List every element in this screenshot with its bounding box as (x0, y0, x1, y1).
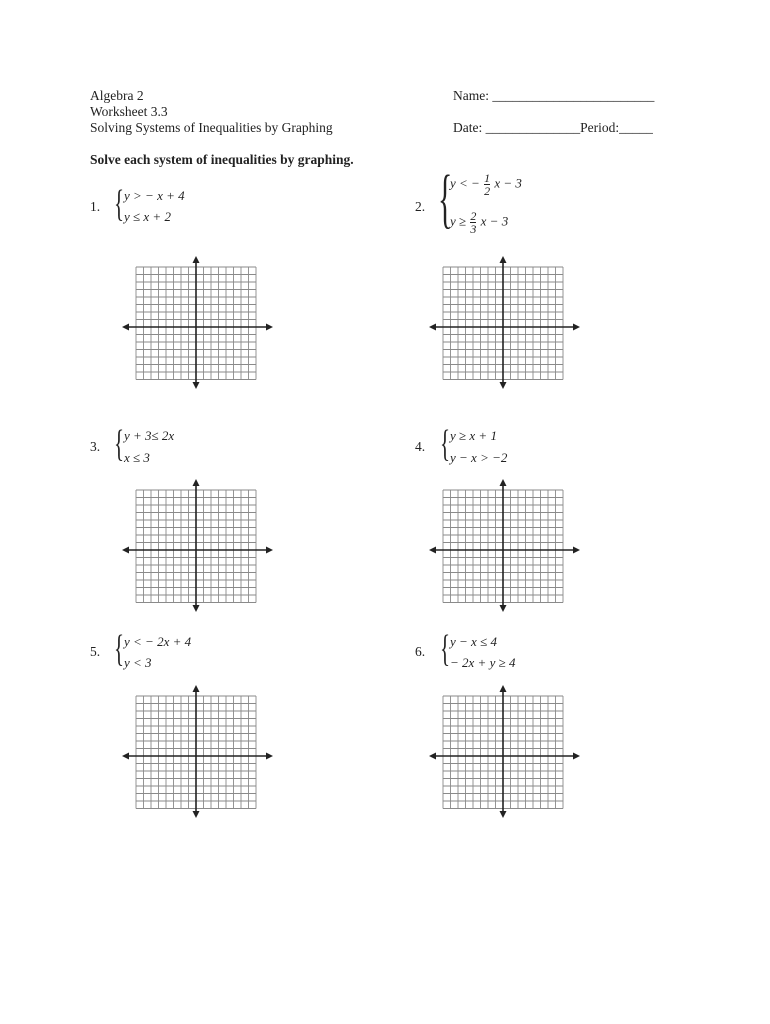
instructions: Solve each system of inequalities by graphing. (90, 152, 354, 167)
y-axis-up-arrow-icon (500, 479, 507, 486)
problem-number-4: 4. (415, 439, 426, 454)
y-axis-up-arrow-icon (500, 685, 507, 692)
coordinate-grid-5[interactable] (120, 684, 275, 819)
brace-icon: { (440, 423, 451, 465)
problem-number-3: 3. (90, 439, 101, 454)
fraction (470, 210, 476, 235)
fraction-denominator: 3 (470, 222, 477, 236)
x-axis-left-arrow-icon (122, 324, 129, 331)
problem-2-inequality-2 (450, 210, 508, 235)
x-axis-left-arrow-icon (122, 547, 129, 554)
brace-icon: { (438, 162, 453, 235)
problem-5-inequality-1: y < − 2x + 4 (124, 634, 192, 649)
x-axis-right-arrow-icon (266, 753, 273, 760)
y-axis-down-arrow-icon (193, 811, 200, 818)
problem-1-inequality-2: y ≤ x + 2 (124, 209, 171, 224)
brace-icon: { (440, 628, 451, 670)
problem-number-6: 6. (415, 644, 426, 659)
brace-icon: { (114, 423, 125, 465)
x-axis-left-arrow-icon (122, 753, 129, 760)
problem-1-inequality-1: y > − x + 4 (124, 188, 185, 203)
name-field: Name: ________________________ (453, 88, 655, 103)
y-axis-down-arrow-icon (500, 382, 507, 389)
y-axis-down-arrow-icon (193, 382, 200, 389)
fraction-denominator: 2 (484, 184, 491, 198)
problem-3-inequality-2: x ≤ 3 (124, 450, 150, 465)
problem-2-inequality-1 (450, 172, 522, 197)
course-title: Algebra 2 (90, 88, 144, 103)
problem-number-5: 5. (90, 644, 101, 659)
problem-number-1: 1. (90, 199, 101, 214)
date-period-field: Date: ______________Period:_____ (453, 120, 653, 135)
coordinate-grid-1[interactable] (120, 255, 275, 390)
x-axis-left-arrow-icon (429, 547, 436, 554)
fraction (484, 172, 490, 197)
problem-6-inequality-1: y − x ≤ 4 (450, 634, 497, 649)
problem-2-line2-suffix: x − 3 (480, 213, 509, 229)
problem-5-inequality-2: y < 3 (124, 655, 152, 670)
coordinate-grid-6[interactable] (427, 684, 582, 819)
coordinate-grid-3[interactable] (120, 478, 275, 613)
fraction-numerator: 1 (484, 171, 491, 185)
x-axis-right-arrow-icon (266, 547, 273, 554)
x-axis-right-arrow-icon (573, 547, 580, 554)
y-axis-down-arrow-icon (500, 605, 507, 612)
y-axis-down-arrow-icon (193, 605, 200, 612)
problem-2-line1-prefix: y < − (450, 175, 480, 191)
problem-number-2: 2. (415, 199, 426, 214)
y-axis-up-arrow-icon (500, 256, 507, 263)
problem-4-inequality-1: y ≥ x + 1 (450, 428, 497, 443)
y-axis-down-arrow-icon (500, 811, 507, 818)
x-axis-right-arrow-icon (573, 324, 580, 331)
problem-2-line1-suffix: x − 3 (494, 175, 522, 191)
brace-icon: { (114, 628, 125, 670)
x-axis-left-arrow-icon (429, 324, 436, 331)
y-axis-up-arrow-icon (193, 256, 200, 263)
coordinate-grid-2[interactable] (427, 255, 582, 390)
problem-4-inequality-2: y − x > −2 (450, 450, 508, 465)
problem-2-line2-prefix: y ≥ (450, 213, 467, 229)
y-axis-up-arrow-icon (193, 479, 200, 486)
coordinate-grid-4[interactable] (427, 478, 582, 613)
fraction-numerator: 2 (470, 209, 477, 223)
brace-icon: { (114, 183, 125, 225)
x-axis-right-arrow-icon (266, 324, 273, 331)
topic-title: Solving Systems of Inequalities by Graphing (90, 120, 333, 135)
problem-6-inequality-2: − 2x + y ≥ 4 (450, 655, 516, 670)
y-axis-up-arrow-icon (193, 685, 200, 692)
problem-3-inequality-1: y + 3≤ 2x (124, 428, 175, 443)
x-axis-right-arrow-icon (573, 753, 580, 760)
worksheet-title: Worksheet 3.3 (90, 104, 168, 119)
x-axis-left-arrow-icon (429, 753, 436, 760)
